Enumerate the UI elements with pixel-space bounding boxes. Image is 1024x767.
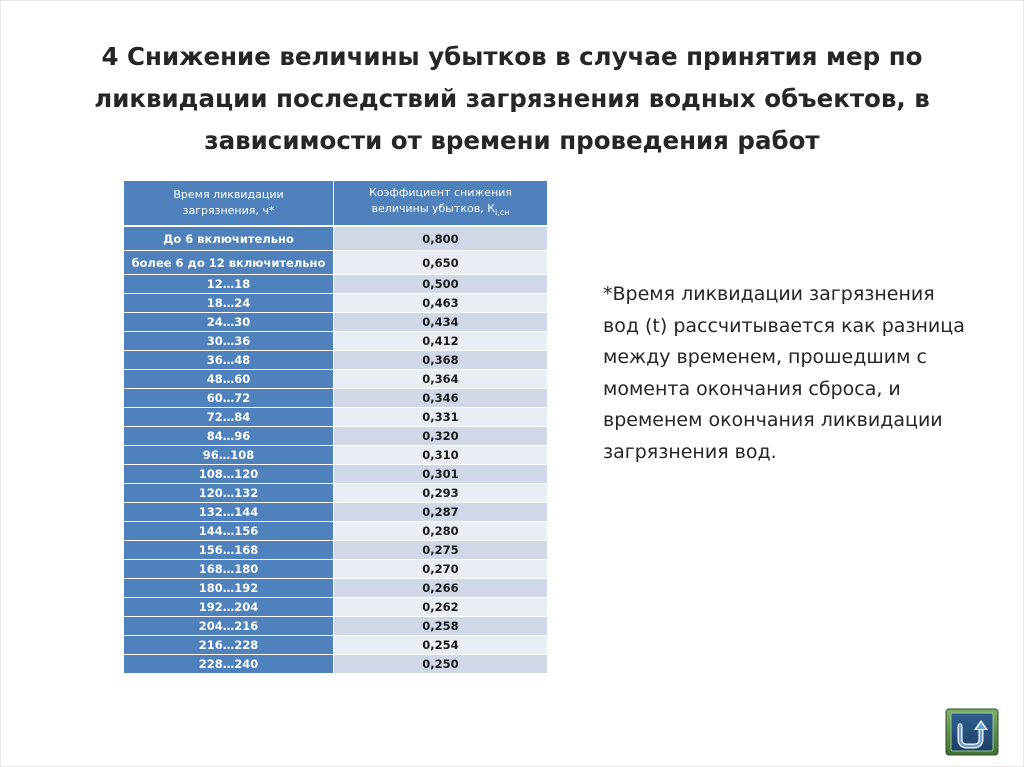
table-row (124, 446, 548, 465)
loss-reduction-table (123, 180, 548, 674)
time-range-cell: 30…36 (124, 332, 334, 351)
table-row (124, 503, 548, 522)
time-range-cell: 48…60 (124, 370, 334, 389)
coefficient-cell: 0,287 (334, 503, 548, 522)
table-row (124, 351, 548, 370)
coefficient-cell: 0,262 (334, 598, 548, 617)
coefficient-cell: 0,280 (334, 522, 548, 541)
return-button[interactable] (945, 708, 999, 756)
table-row (124, 541, 548, 560)
table-row (124, 484, 548, 503)
time-range-cell: 144…156 (124, 522, 334, 541)
title-line-1: 4 Снижение величины убытков в случае принятия мер по (101, 42, 923, 71)
header-elimination-time: Время ликвидации загрязнения, ч* (124, 181, 334, 227)
table-row (124, 598, 548, 617)
table-row (124, 560, 548, 579)
coefficient-cell: 0,266 (334, 579, 548, 598)
footnote-text: *Время ликвидации загрязнения вод (t) рассчитывается как разница между временем, прошедшим с момента окончания сброса, и временем окончания ликвидации загрязнения вод. (603, 283, 965, 463)
table-row (124, 427, 548, 446)
table-body (124, 226, 548, 674)
coefficient-cell: 0,310 (334, 446, 548, 465)
coefficient-cell: 0,250 (334, 655, 548, 674)
table-row (124, 579, 548, 598)
table-row (124, 408, 548, 427)
table-row (124, 655, 548, 674)
time-range-cell: 84…96 (124, 427, 334, 446)
coefficient-cell: 0,500 (334, 275, 548, 294)
table-row (124, 332, 548, 351)
table-row (124, 313, 548, 332)
time-range-cell: 96…108 (124, 446, 334, 465)
coefficient-cell: 0,364 (334, 370, 548, 389)
coefficient-cell: 0,270 (334, 560, 548, 579)
table-row (124, 251, 548, 275)
time-range-cell: 108…120 (124, 465, 334, 484)
table-row (124, 370, 548, 389)
coefficient-cell: 0,412 (334, 332, 548, 351)
time-range-cell: 18…24 (124, 294, 334, 313)
coefficient-cell: 0,254 (334, 636, 548, 655)
coefficient-cell: 0,368 (334, 351, 548, 370)
coefficient-cell: 0,800 (334, 226, 548, 251)
coefficient-cell: 0,346 (334, 389, 548, 408)
time-range-cell: 120…132 (124, 484, 334, 503)
time-range-cell: 216…228 (124, 636, 334, 655)
time-range-cell: более 6 до 12 включительно (124, 251, 334, 275)
return-arrow-icon (945, 708, 999, 756)
coefficient-cell: 0,434 (334, 313, 548, 332)
time-range-cell: 60…72 (124, 389, 334, 408)
coefficient-cell: 0,331 (334, 408, 548, 427)
time-range-cell: 228…240 (124, 655, 334, 674)
table-row (124, 617, 548, 636)
table-row (124, 636, 548, 655)
table-row (124, 226, 548, 251)
time-range-cell: 72…84 (124, 408, 334, 427)
title-line-3: зависимости от времени проведения работ (204, 126, 820, 155)
coefficient-cell: 0,650 (334, 251, 548, 275)
header-reduction-coefficient: Коэффициент снижения величины убытков, $К_{i,сн}$ (334, 181, 548, 227)
coefficient-cell: 0,301 (334, 465, 548, 484)
slide-title (20, 36, 1004, 162)
time-range-cell: 204…216 (124, 617, 334, 636)
table-row (124, 294, 548, 313)
title-line-2: ликвидации последствий загрязнения водных объектов, в (94, 84, 930, 113)
time-range-cell: 132…144 (124, 503, 334, 522)
coefficient-cell: 0,258 (334, 617, 548, 636)
table-row (124, 522, 548, 541)
time-range-cell: 12…18 (124, 275, 334, 294)
table-header-row (124, 181, 548, 227)
coefficient-cell: 0,275 (334, 541, 548, 560)
time-range-cell: 192…204 (124, 598, 334, 617)
coefficient-cell: 0,293 (334, 484, 548, 503)
time-range-cell: 36…48 (124, 351, 334, 370)
time-range-cell: 168…180 (124, 560, 334, 579)
time-range-cell: До 6 включительно (124, 226, 334, 251)
table-row (124, 275, 548, 294)
coefficient-cell: 0,463 (334, 294, 548, 313)
table-row (124, 465, 548, 484)
time-range-cell: 156…168 (124, 541, 334, 560)
time-range-cell: 180…192 (124, 579, 334, 598)
table-row (124, 389, 548, 408)
coefficient-cell: 0,320 (334, 427, 548, 446)
time-range-cell: 24…30 (124, 313, 334, 332)
